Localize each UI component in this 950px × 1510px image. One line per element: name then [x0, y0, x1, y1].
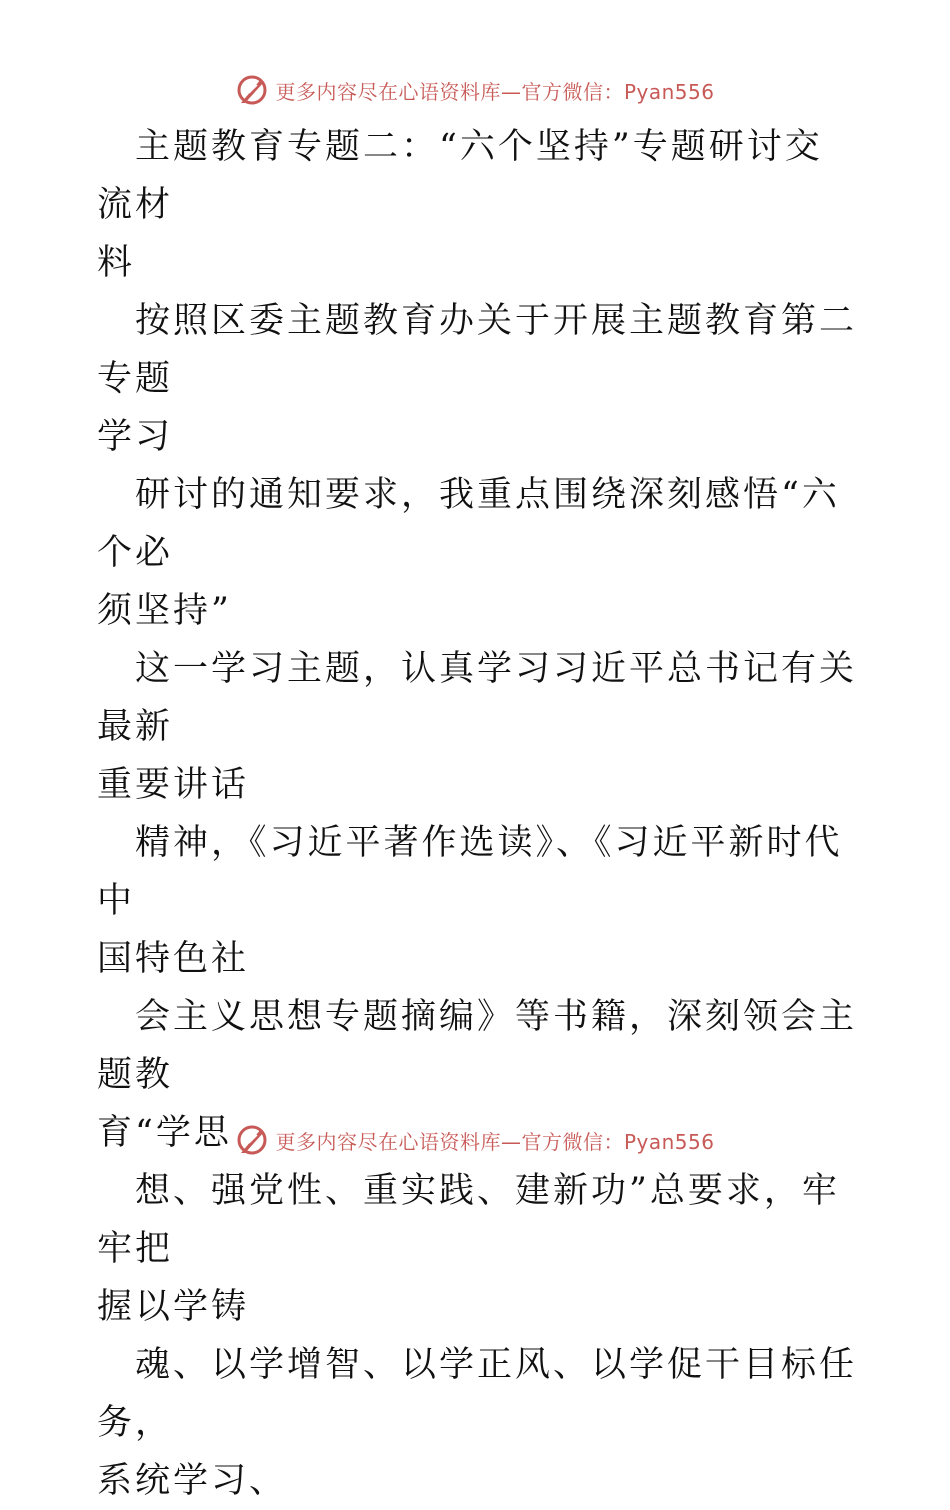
paragraph: 魂、以学增智、以学正风、以学促干目标任务， 系统学习、	[97, 1345, 858, 1501]
paragraph: 按照区委主题教育办关于开展主题教育第二专题 学习	[97, 301, 858, 457]
paragraph: 会主义思想专题摘编》等书籍，深刻领会主题教 育“学思	[97, 997, 858, 1153]
feather-pen-logo-icon	[235, 73, 269, 107]
paragraph: 这一学习主题，认真学习习近平总书记有关最新 重要讲话	[97, 649, 858, 805]
paragraph: 精神，《习近平著作选读》、《习近平新时代中 国特色社	[97, 823, 843, 979]
footer-banner	[0, 1120, 950, 1160]
document-body	[97, 118, 857, 1510]
paragraph: 研讨的通知要求，我重点围绕深刻感悟“六个必 须坚持”	[97, 475, 840, 631]
header-banner	[0, 70, 950, 110]
footer-banner-text: 更多内容尽在心语资料库—官方微信：Pyan556	[275, 1129, 715, 1154]
paragraph: 主题教育专题二：“六个坚持”专题研讨交流材 料	[97, 127, 823, 283]
paragraph: 想、强党性、重实践、建新功”总要求，牢牢把 握以学铸	[97, 1171, 840, 1327]
feather-pen-logo-icon	[235, 1123, 269, 1157]
header-banner-text: 更多内容尽在心语资料库—官方微信：Pyan556	[275, 79, 715, 104]
